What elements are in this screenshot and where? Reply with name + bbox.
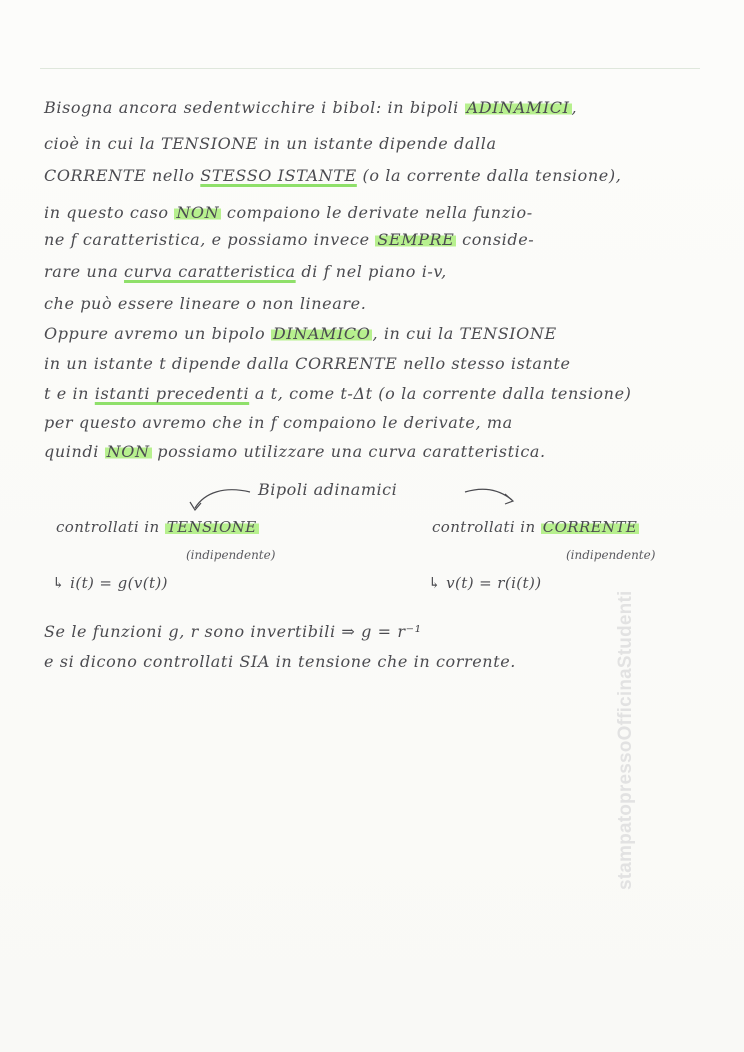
note-line-5 [44, 230, 534, 249]
note-text: conside- [456, 230, 535, 249]
right-branch-prefix: controllati in [432, 518, 541, 536]
note-line-3 [44, 166, 621, 185]
underline-istanti-precedenti: istanti precedenti [94, 384, 250, 403]
note-text: compaiono le derivate nella funzio- [221, 203, 533, 222]
underline-stesso-istante: STESSO ISTANTE [200, 166, 357, 185]
highlight-adinamici: ADINAMICI [466, 98, 570, 117]
note-text: possiamo utilizzare una curva caratteristica. [151, 442, 546, 461]
note-line-8 [44, 324, 557, 343]
right-branch-equation: ↳ v(t) = r(i(t)) [428, 574, 542, 592]
note-text: che può essere lineare o non lineare. [44, 294, 367, 313]
note-text: quindi [44, 442, 105, 461]
note-line-10 [44, 384, 631, 403]
note-text: Oppure avremo un bipolo [44, 324, 271, 343]
highlight-non: NON [176, 203, 220, 222]
note-text: Bisogna ancora sedentwicchire i bibol: in bipoli [44, 98, 465, 117]
underline-curva-caratteristica: curva caratteristica [124, 262, 296, 281]
note-text: in un istante t dipende dalla CORRENTE nello stesso istante [44, 354, 571, 373]
note-text: per questo avremo che in f compaiono le derivate, ma [44, 413, 513, 432]
right-branch-heading [432, 518, 639, 536]
note-line-7 [44, 294, 366, 313]
note-text: in questo caso [44, 203, 175, 222]
note-text: cioè in cui la TENSIONE in un istante dipende dalla [44, 134, 497, 153]
left-branch-sub: (indipendente) [186, 548, 276, 562]
note-text: , in cui la TENSIONE [372, 324, 557, 343]
closing-line-2: e si dicono controllati SIA in tensione che in corrente. [44, 652, 516, 671]
highlight-non-2: NON [106, 442, 150, 461]
note-text: , [571, 98, 578, 117]
note-line-2 [44, 134, 497, 153]
note-text: rare una [44, 262, 125, 281]
note-line-6 [44, 262, 447, 281]
note-text: a t, come t-Δt (o la corrente dalla tensione) [249, 384, 632, 403]
note-text: CORRENTE nello [44, 166, 201, 185]
note-text: (o la corrente dalla tensione), [356, 166, 622, 185]
left-branch-heading [56, 518, 259, 536]
note-line-11 [44, 413, 513, 432]
top-rule [40, 68, 700, 69]
note-text: di f nel piano i-v, [295, 262, 447, 281]
note-line-4 [44, 203, 533, 222]
left-branch-equation: ↳ i(t) = g(v(t)) [52, 574, 168, 592]
note-text: ne f caratteristica, e possiamo invece [44, 230, 376, 249]
highlight-tensione: TENSIONE [166, 518, 257, 536]
left-branch-prefix: controllati in [56, 518, 165, 536]
highlight-dinamico: DINAMICO [272, 324, 371, 343]
note-line-12 [44, 442, 546, 461]
diagram-title: Bipoli adinamici [258, 480, 398, 499]
closing-line-1: Se le funzioni g, r sono invertibili ⇒ g = r⁻¹ [44, 622, 422, 641]
note-line-9 [44, 354, 571, 373]
right-branch-sub: (indipendente) [566, 548, 656, 562]
watermark-text: stampatopressoOfficinaStudenti [615, 590, 636, 890]
note-line-1 [44, 98, 577, 117]
note-text: t e in [44, 384, 95, 403]
highlight-corrente: CORRENTE [542, 518, 638, 536]
bipoli-diagram [0, 470, 744, 600]
highlight-sempre: SEMPRE [377, 230, 455, 249]
